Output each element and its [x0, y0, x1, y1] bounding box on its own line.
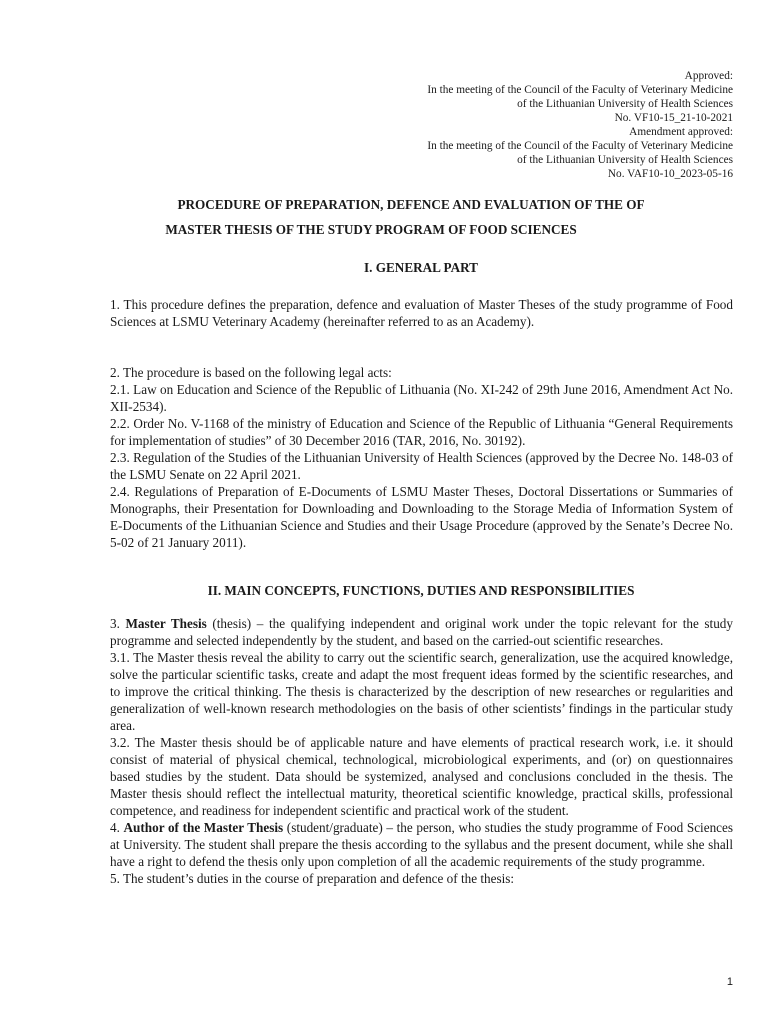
legal-acts-block — [110, 364, 733, 551]
section-heading-general: I. GENERAL PART — [364, 260, 478, 275]
paragraph-text: (thesis) – the qualifying independent and original work under the topic relevant for the study programme and selected independently by the student, and based on the carried-out scientific researches. — [110, 616, 733, 648]
document-title-line-2: MASTER THESIS OF THE STUDY PROGRAM OF FOOD SCIENCES — [165, 222, 577, 237]
paragraph-3 — [110, 615, 733, 649]
approval-line: of the Lithuanian University of Health Sciences — [517, 98, 733, 110]
item-number: 3. — [110, 616, 120, 631]
approval-line: of the Lithuanian University of Health Sciences — [517, 154, 733, 166]
document-title-line-1: PROCEDURE OF PREPARATION, DEFENCE AND EVALUATION OF THE OF — [177, 197, 645, 212]
approval-line: Amendment approved: — [629, 126, 733, 138]
approval-line: Approved: — [684, 70, 733, 82]
paragraph-text: 2.1. Law on Education and Science of the Republic of Lithuania (No. XI-242 of 29th June 2016, Amendment Act No. XII-2534). — [110, 382, 733, 414]
approval-line: No. VAF10-10_2023-05-16 — [607, 168, 733, 180]
paragraph-text: (student/graduate) – the person, who studies the study programme of Food Sciences at University. The student shall prepare the thesis according to the syllabus and the present document, while she shall have a right to defend the thesis only upon completion of all the academic requirements of the study programme. — [110, 820, 733, 869]
section-heading-main-concepts: II. MAIN CONCEPTS, FUNCTIONS, DUTIES AND RESPONSIBILITIES — [207, 583, 635, 598]
approval-line: No. VF10-15_21-10-2021 — [614, 112, 733, 124]
paragraph-4 — [110, 819, 733, 870]
approval-line: In the meeting of the Council of the Faculty of Veterinary Medicine — [427, 140, 733, 152]
paragraph-text: 2.2. Order No. V-1168 of the ministry of Education and Science of the Republic of Lithuania “General Requirements for implementation of studies” of 30 December 2016 (TAR, 2016, No. 30192). — [110, 416, 733, 448]
paragraph-1 — [110, 296, 733, 330]
paragraph-text: 3.2. The Master thesis should be of applicable nature and have elements of practical research work, i.e. it should consist of material of physical chemical, technological, microbiological experiments, and (or) on questionnaires based studies by the student. Data should be systemized, analysed and conclusions concluded in the thesis. The Master thesis should reflect the intellectual maturity, theoretical scientific knowledge, practical skills, professional competence, and readiness for independent scientific and practical work of the student. — [110, 735, 733, 818]
approval-block — [313, 69, 733, 181]
paragraph-text: 1. This procedure defines the preparation, defence and evaluation of Master Theses of the study programme of Food Sciences at LSMU Veterinary Academy (hereinafter referred to as an Academy). — [110, 297, 733, 329]
paragraph-text: 2.3. Regulation of the Studies of the Lithuanian University of Health Sciences (approved by the Decree No. 148-03 of the LSMU Senate on 22 April 2021. — [110, 450, 733, 482]
page-number: 1 — [726, 976, 733, 988]
approval-line: In the meeting of the Council of the Faculty of Veterinary Medicine — [427, 84, 733, 96]
concepts-block — [110, 615, 733, 887]
term-author: Author of the Master Thesis — [123, 820, 284, 835]
item-number: 4. — [110, 820, 120, 835]
term-master-thesis: Master Thesis — [125, 616, 207, 631]
paragraph-text: 5. The student’s duties in the course of preparation and defence of the thesis: — [110, 871, 515, 886]
paragraph-text: 2. The procedure is based on the following legal acts: — [110, 365, 392, 380]
paragraph-text: 2.4. Regulations of Preparation of E-Documents of LSMU Master Theses, Doctoral Dissertations or Summaries of Monographs, their Presentation for Downloading and Downloading to the Storage Media of Information System of E-Documents of the Lithuanian Science and Studies and their Usage Procedure (approved by the Senate’s Decree No. 5-02 of 21 January 2011). — [110, 484, 733, 550]
paragraph-text: 3.1. The Master thesis reveal the ability to carry out the scientific search, generalization, use the acquired knowledge, solve the particular scientific tasks, create and adapt the most frequent ideas formed by the scientific researches, and to improve the critical thinking. The thesis is characterized by the description of new researches or regularities and generalization of well-known research methodologies on the basis of other scientists’ findings in the particular study area. — [110, 650, 733, 733]
